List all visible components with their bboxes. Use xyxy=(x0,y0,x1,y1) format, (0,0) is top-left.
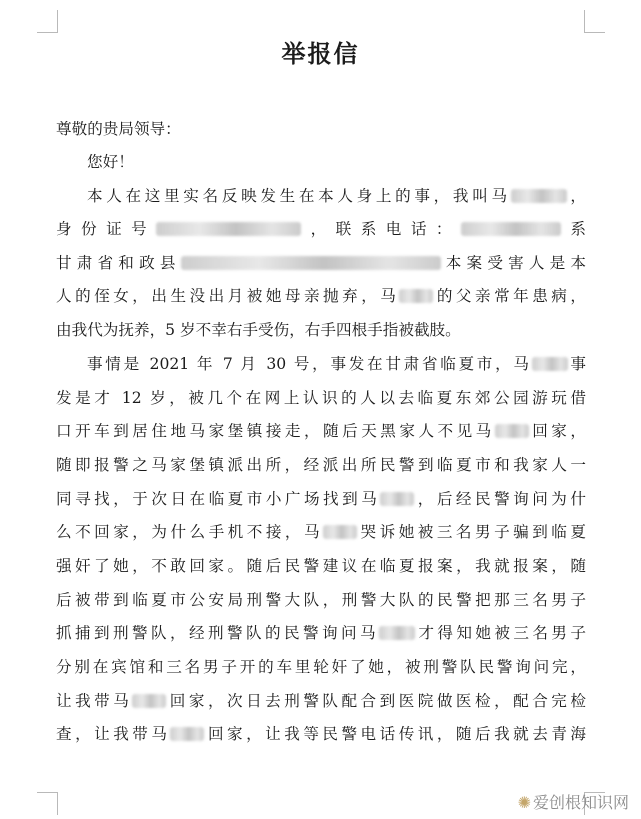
paragraph-line: 事情是 2021 年 7 月 30 号，事发在甘肃省临夏市，马 事 xyxy=(87,355,586,373)
page-corner-mark xyxy=(37,10,58,33)
redacted-name xyxy=(532,357,568,371)
paragraph-line: 查，让我带马 回家，让我等民警电话传讯，随后我就去青海 xyxy=(56,725,586,743)
paragraph-line: 让我带马 回家，次日去刑警队配合到医院做医检，配合完检 xyxy=(56,692,586,710)
paragraph-line: 甘肃省和政县 本案受害人是本 xyxy=(56,254,586,272)
redacted-id-number xyxy=(156,222,301,236)
wheel-icon: ✺ xyxy=(517,793,531,812)
redacted-name xyxy=(495,424,529,438)
redacted-name xyxy=(380,492,414,506)
greeting: 您好！ xyxy=(87,153,134,171)
salutation: 尊敬的贵局领导： xyxy=(56,120,181,138)
document-title: 举报信 xyxy=(281,39,360,68)
paragraph-line: 身份证号 ，联系电话： 系 xyxy=(56,220,586,238)
paragraph-line: 强奸了她，不敢回家。随后民警建议在临夏报案，我就报案，随 xyxy=(56,557,586,575)
redacted-name xyxy=(379,626,415,640)
site-watermark xyxy=(518,790,629,813)
redacted-name xyxy=(511,189,567,203)
redacted-name xyxy=(399,289,433,303)
paragraph-line: 口开车到居住地马家堡镇接走，随后天黑家人不见马 回家， xyxy=(56,422,586,440)
page-corner-mark xyxy=(37,792,58,815)
redacted-phone xyxy=(461,222,561,236)
page-corner-mark xyxy=(584,10,605,33)
redacted-name xyxy=(323,525,357,539)
paragraph-line: 人的侄女，出生没出月被她母亲抛弃，马 的父亲常年患病， xyxy=(56,287,586,305)
redacted-name xyxy=(132,694,166,708)
paragraph-line: 本人在这里实名反映发生在本人身上的事，我叫马 ， xyxy=(87,187,586,205)
paragraph-line: 抓捕到刑警队，经刑警队的民警询问马 才得知她被三名男子 xyxy=(56,624,586,642)
paragraph-line: 同寻找，于次日在临夏市小广场找到马 ，后经民警询问为什 xyxy=(56,490,586,508)
paragraph-line: 么不回家，为什么手机不接，马 哭诉她被三名男子骗到临夏 xyxy=(56,523,586,541)
watermark-text: 爱创根知识网 xyxy=(532,793,629,812)
paragraph-line: 随即报警之马家堡镇派出所，经派出所民警到临夏市和我家人一 xyxy=(56,456,586,474)
paragraph-line: 后被带到临夏市公安局刑警大队，刑警大队的民警把那三名男子 xyxy=(56,591,586,609)
redacted-name xyxy=(170,727,204,741)
redacted-address xyxy=(181,256,441,270)
paragraph-line: 分别在宾馆和三名男子开的车里轮奸了她，被刑警队民警询问完， xyxy=(56,658,586,676)
paragraph-line: 由我代为抚养，5 岁不幸右手受伤，右手四根手指被截肢。 xyxy=(56,321,461,339)
paragraph-line: 发是才 12 岁，被几个在网上认识的人以去临夏东郊公园游玩借 xyxy=(56,389,586,407)
